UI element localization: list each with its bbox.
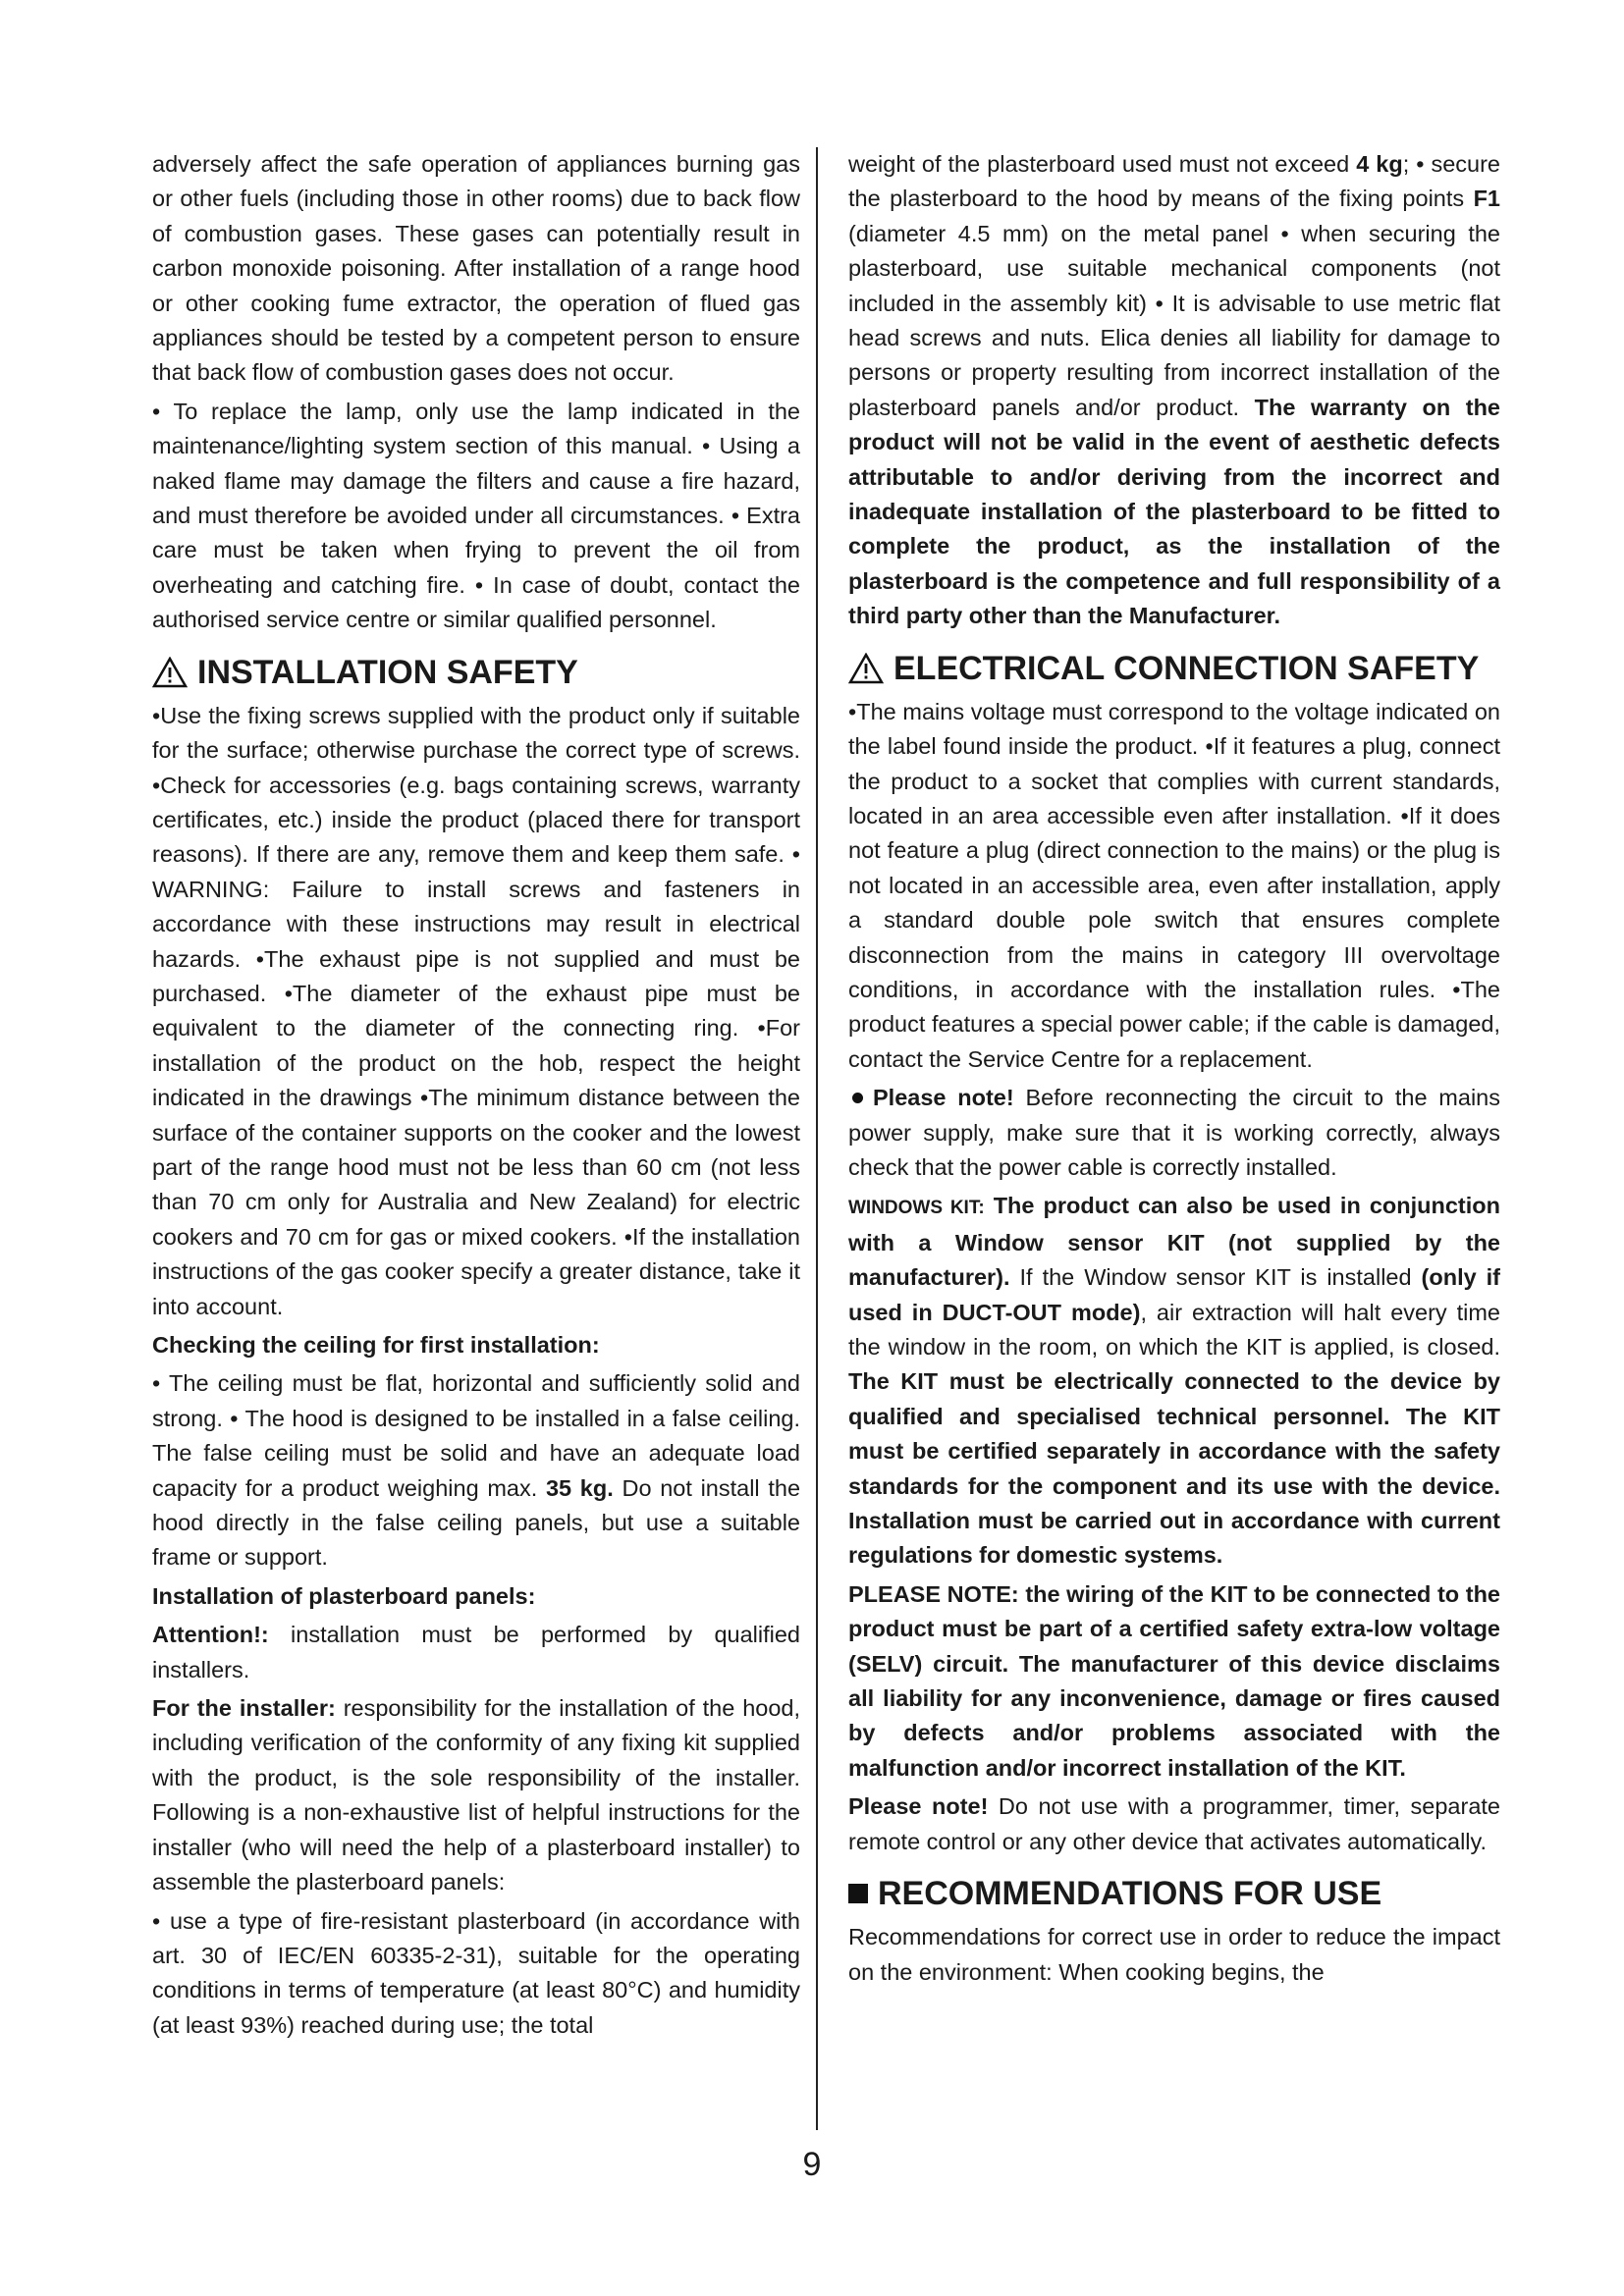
warranty-notice: The warranty on the product will not be valid in the event of aesthetic defects attributable to and/or deriving from the incorrect and inadequate installation of the plasterboard to be fitted to complete the product, as the installation of the plasterboard is the competence and full responsibility of a third party other than the Manufacturer. [848,394,1501,629]
plasterboard-text-a: weight of the plasterboard used must not exceed [848,151,1350,177]
warning-triangle-icon [152,657,188,688]
electrical-safety-heading [848,648,1500,689]
attention-paragraph [152,1618,800,1687]
right-column [848,147,1500,1994]
plasterboard-weight-value: 4 kg [1356,151,1403,177]
please-note-text-2: Do not use with a programmer, timer, separate remote control or any other device that activates automatically. [848,1793,1500,1854]
installer-text: responsibility for the installation of the hood, including verification of the conformity of any fixing kit supplied with the product, is the sole responsibility of the installer. Following is a non-exhaustive list of helpful instructions for the installer (who will need the help of a plasterboard installer) to assemble the plasterboard panels: [152,1695,801,1896]
installation-safety-title: INSTALLATION SAFETY [197,653,578,691]
plasterboard-text-b: ; • secure the plasterboard to the hood by means of the fixing points [848,151,1500,212]
installer-paragraph [152,1691,800,1899]
please-note-label-1: Please note! [873,1085,1014,1111]
windows-kit-bold-text: The product can also be used in conjunction with a Window sensor KIT (not supplied by the manufacturer). [848,1193,1500,1291]
electrical-safety-title: ELECTRICAL CONNECTION SAFETY [893,649,1480,687]
installation-safety-heading [152,652,800,693]
recommendations-paragraph: Recommendations for correct use in order to reduce the impact on the environment: When cooking begins, the [848,1924,1500,1985]
please-note-paragraph-1 [848,1081,1500,1185]
ceiling-text-a: • The ceiling must be flat, horizontal and sufficiently solid and strong. • The hood is designed to be installed in a false ceiling. The false ceiling must be solid and have an adequate load capacity for a product weighing max. [152,1370,800,1501]
plasterboard-text-c: (diameter 4.5 mm) on the metal panel • when securing the plasterboard, use suitable mechanical components (not included in the assembly kit) • It is advisable to use metric flat head screws and nuts. Elica denies all liability for damage to persons or property resulting from incorrect installation of the plasterboard panels and/or product. [848,220,1500,420]
electrical-paragraph: •The mains voltage must correspond to the voltage indicated on the label found inside the product. •If it features a plug, connect the product to a socket that complies with current standards, located in an area accessible even after installation. •If it does not feature a plug (direct connection to the mains) or the plug is not located in an accessible area, even after installation, apply a standard double pole switch that ensures complete disconnection from the mains in category III overvoltage conditions, in accordance with the installation rules. •The product features a special power cable; if the cable is damaged, contact the Service Centre for a replacement. [848,698,1500,1072]
square-bullet-icon [848,1884,868,1903]
windows-kit-text-b: , air extraction will halt every time the window in the room, on which the KIT is applied, is closed. [848,1299,1500,1360]
please-note-paragraph-2 [848,1789,1500,1859]
plasterboard-subheading: Installation of plasterboard panels: [152,1582,536,1609]
warning-triangle-icon [848,653,884,684]
left-column [152,147,800,2047]
recommendations-heading [848,1873,1500,1914]
windows-kit-text-a: If the Window sensor KIT is installed [1019,1264,1412,1291]
please-note-text-1: Before reconnecting the circuit to the mains power supply, make sure that it is working correctly, always check that the power cable is correctly installed. [848,1085,1500,1180]
attention-text: installation must be performed by qualified installers. [152,1622,800,1682]
plasterboard-paragraph: • use a type of fire-resistant plasterboard (in accordance with art. 30 of IEC/EN 60335-2-31), suitable for the operating conditions in terms of temperature (at least 80°C) and humidity (at least 93%) reached during use; the total [152,1907,800,2038]
recommendations-title: RECOMMENDATIONS FOR USE [878,1875,1382,1913]
windows-kit-label: WINDOWS KIT: [848,1198,985,1219]
ceiling-subheading: Checking the ceiling for first installation: [152,1332,600,1358]
left-paragraph-2: • To replace the lamp, only use the lamp indicated in the maintenance/lighting system section of this manual. • Using a naked flame may damage the filters and cause a fire hazard, and must therefore be avoided under all circumstances. • Extra care must be taken when frying to prevent the oil from overheating and catching fire. • In case of doubt, contact the authorised service centre or similar qualified personnel. [152,398,800,633]
attention-label: Attention!: [152,1622,269,1648]
plasterboard-continued-paragraph [848,147,1500,634]
ceiling-text-b: Do not install the hood directly in the false ceiling panels, but use a suitable frame or support. [152,1474,801,1571]
fixing-point-label: F1 [1473,186,1500,212]
column-divider [816,147,818,2130]
left-paragraph-1: adversely affect the safe operation of appliances burning gas or other fuels (including those in other rooms) due to back flow of combustion gases. These gases can potentially result in carbon monoxide poisoning. After installation of a range hood or other cooking fume extractor, the operation of flued gas appliances should be tested by a competent person to ensure that back flow of combustion gases does not occur. [152,151,800,386]
installer-label: For the installer: [152,1695,336,1722]
windows-kit-paragraph [848,1189,1500,1573]
duct-out-note: (only if used in DUCT-OUT mode) [848,1264,1501,1325]
ceiling-paragraph [152,1366,800,1575]
installation-paragraph: •Use the fixing screws supplied with the product only if suitable for the surface; otherwise purchase the correct type of screws. •Check for accessories (e.g. bags containing screws, warranty certificates, etc.) inside the product (placed there for transport reasons). If there are any, remove them and keep them safe. • WARNING: Failure to install screws and fasteners in accordance with these instructions may result in electrical hazards. •The exhaust pipe is not supplied and must be purchased. •The diameter of the exhaust pipe must be equivalent to the diameter of the connecting ring. •For installation of the product on the hob, respect the height indicated in the drawings •The minimum distance between the surface of the container supports on the cooker and the lowest part of the range hood must not be less than 60 cm (not less than 70 cm only for Australia and New Zealand) for electric cookers and 70 cm for gas or mixed cookers. •If the installation instructions of the gas cooker specify a greater distance, take it into account. [152,702,800,1319]
page-number: 9 [802,2146,822,2183]
max-weight-value: 35 kg. [545,1474,614,1501]
windows-kit-bold-text-2: The KIT must be electrically connected to the device by qualified and specialised technical personnel. The KIT must be certified separately in accordance with the safety standards for the component and its use with the device. Installation must be carried out in accordance with current regulations for domestic systems. [848,1368,1500,1569]
please-note-label-2: Please note! [848,1793,989,1820]
dot-bullet-icon [852,1093,863,1103]
selv-note-paragraph: PLEASE NOTE: the wiring of the KIT to be connected to the product must be part of a certified safety extra-low voltage (SELV) circuit. The manufacturer of this device disclaims all liability for any inconvenience, damage or fires caused by defects and/or problems associated with the malfunction and/or incorrect installation of the KIT. [848,1580,1500,1781]
